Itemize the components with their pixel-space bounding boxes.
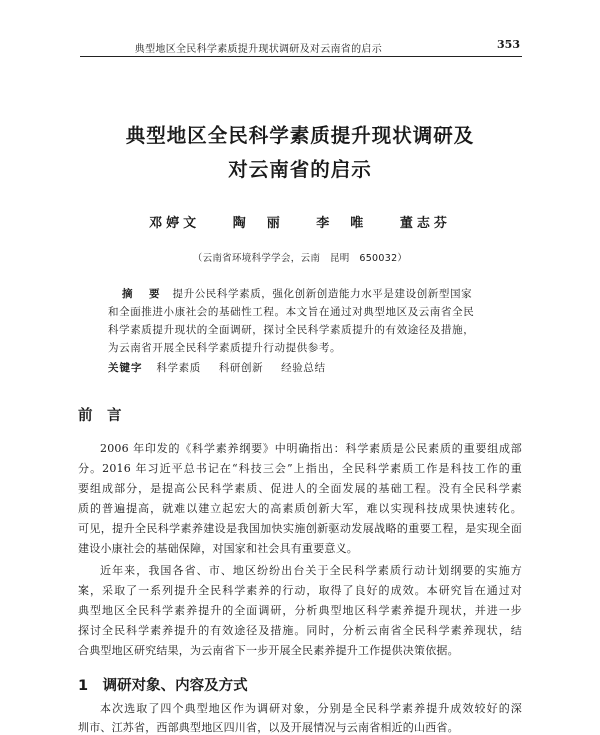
paragraph-line: 近年来，我国各省、市、地区纷纷出台关于全民科学素质行动计划纲要的实施方 [100, 564, 522, 577]
author: 李 唯 [316, 216, 368, 231]
section-heading-preface: 前 言 [78, 408, 122, 424]
affiliation: （云南省环境科学学会，云南 昆明 650032） [192, 253, 408, 264]
paragraph-line: 质的普遍提高，就难以建立起宏大的高素质创新大军，难以实现科技成果快速转化。 [78, 502, 522, 515]
author: 陶 丽 [232, 216, 284, 231]
keyword: 科研创新 [218, 362, 264, 374]
abstract-line: 为云南省开展全民科学素质提升行动提供参考。 [108, 342, 342, 354]
abstract-line: 摘 要 提升公民科学素质，强化创新创造能力水平是建设创新型国家 [122, 288, 473, 300]
keyword: 经验总结 [281, 362, 326, 374]
paper-title-line-2: 对云南省的启示 [228, 158, 372, 181]
paragraph-line: 圳市、江苏省，西部典型地区四川省，以及开展情况与云南省相近的山西省。 [78, 721, 459, 734]
paragraph-line: 本次选取了四个典型地区作为调研对象，分别是全民科学素养提升成效较好的深 [100, 702, 522, 715]
keywords-label: 关键字 [108, 362, 143, 374]
running-title: 典型地区全民科学素质提升现状调研及对云南省的启示 [134, 44, 382, 55]
paragraph-line: 2006 年印发的《科学素养纲要》中明确指出：科学素质是公民素质的重要组成部 [100, 442, 522, 455]
paragraph-line: 建设小康社会的基础保障，对国家和社会具有重要意义。 [78, 542, 358, 555]
paragraph-line: 可见，提升全民科学素养建设是我国加快实施创新驱动发展战略的重要工程，是实现全面 [78, 522, 522, 535]
section-heading-1: 1 调研对象、内容及方式 [78, 678, 248, 694]
page-header [80, 36, 522, 57]
paragraph-line: 分。2016 年习近平总书记在“科技三会”上指出，全民科学素质工作是科技工作的重 [78, 462, 522, 475]
abstract-line: 和全面推进小康社会的基础性工程。本文旨在通过对典型地区及云南省全民 [108, 306, 475, 318]
paragraph-line: 案，采取了一系列提升全民科学素养的行动，取得了良好的成效。本研究旨在通过对 [78, 584, 522, 597]
author: 邓婷文 [149, 216, 201, 231]
paper-title-line-1: 典型地区全民科学素质提升现状调研及 [125, 124, 475, 147]
keywords [108, 360, 340, 375]
paragraph-line: 要组成部分，是提高公民科学素质、促进人的全面发展的基础工程。没有全民科学素 [78, 482, 522, 495]
author-list [0, 212, 600, 231]
paragraph-line: 探讨全民科学素养提升的有效途径及措施。同时，分析云南省全民科学素养现状，结 [78, 624, 522, 637]
author: 董志芬 [399, 216, 451, 231]
keyword: 科学素质 [156, 362, 201, 374]
paragraph-line: 合典型地区研究结果，为云南省下一步开展全民素养提升工作提供决策依据。 [78, 644, 459, 657]
abstract-label: 摘 要 [122, 288, 163, 300]
page-number: 353 [497, 38, 520, 51]
paragraph-line: 典型地区全民科学素养提升的全面调研，分析典型地区科学素养提升现状，并进一步 [78, 604, 522, 617]
abstract-line: 科学素质提升现状的全面调研，探讨全民科学素质提升的有效途径及措施， [108, 324, 475, 336]
